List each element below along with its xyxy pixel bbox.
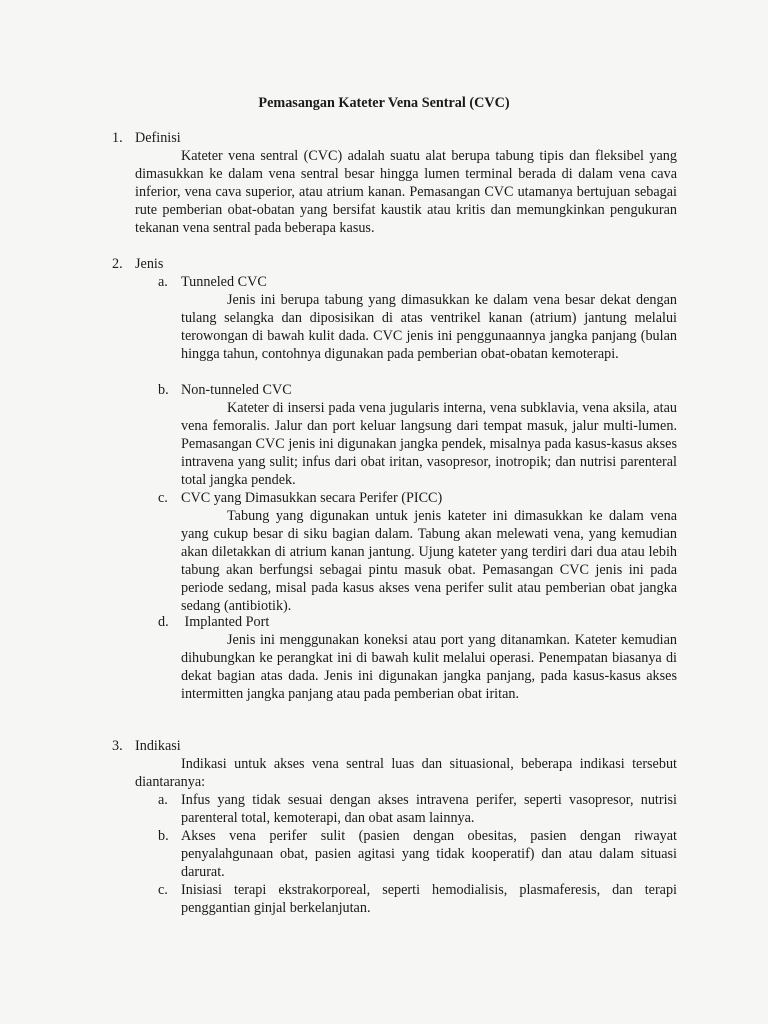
section-number: 3. [112, 738, 123, 754]
indikasi-item-text: Inisiasi terapi ekstrakorporeal, seperti hemodialisis, plasmaferesis, dan terapi penggantian ginjal berkelanjutan. [181, 882, 677, 916]
item-letter: b. [158, 828, 169, 844]
section-number: 2. [112, 256, 123, 272]
indikasi-item-text: Infus yang tidak sesuai dengan akses intravena perifer, seperti vasopresor, nutrisi parenteral total, kemoterapi, dan obat asam lainnya. [181, 792, 677, 826]
item-letter: d. [158, 614, 169, 630]
jenis-item-text: Jenis ini menggunakan koneksi atau port yang ditanamkan. Kateter kemudian dihubungkan ke perangkat ini di bawah kulit melalui operasi. Penempatan biasanya di dekat bagian atas dada. Jenis ini digunakan jangka panjang, pada kasus-kasus akses intermitten jangka panjang atau pada pemberian obat iritan. [181, 632, 677, 702]
definisi-paragraph: Kateter vena sentral (CVC) adalah suatu alat berupa tabung tipis dan fleksibel yang dimasukkan ke dalam vena sentral besar hingga lumen terminal berada di dalam vena cava inferior, vena cava superior, atau atrium kanan. Pemasangan CVC utamanya bertujuan sebagai rute pemberian obat-obatan yang bersifat kaustik atau kritis dan memungkinkan pengukuran tekanan vena sentral pada beberapa kasus. [135, 148, 677, 236]
jenis-item-label: CVC yang Dimasukkan secara Perifer (PICC) [181, 490, 443, 506]
jenis-item-label: Tunneled CVC [181, 274, 267, 290]
item-letter: a. [158, 274, 168, 290]
indikasi-item-text: Akses vena perifer sulit (pasien dengan obesitas, pasien dengan riwayat penyalahgunaan obat, pasien agitasi yang tidak kooperatif) dan atau dalam situasi darurat. [181, 828, 677, 880]
section-number: 1. [112, 130, 123, 146]
item-letter: a. [158, 792, 168, 808]
jenis-item-label: Non-tunneled CVC [181, 382, 292, 398]
section-heading-jenis: Jenis [135, 256, 164, 272]
section-heading-definisi: Definisi [135, 130, 181, 146]
item-letter: b. [158, 382, 169, 398]
jenis-item-text: Tabung yang digunakan untuk jenis kateter ini dimasukkan ke dalam vena yang cukup besar di siku bagian dalam. Tabung akan melewati vena, yang kemudian akan diletakkan di atrium kanan jantung. Ujung kateter yang terdiri dari dua atau lebih tabung akan berfungsi sebagai pintu masuk obat. Pemasangan CVC jenis ini pada periode sedang, misal pada kasus akses vena perifer sulit atau pemberian obat jangka sedang (antibiotik). [181, 508, 677, 614]
section-heading-indikasi: Indikasi [135, 738, 181, 754]
jenis-item-text: Jenis ini berupa tabung yang dimasukkan ke dalam vena besar dekat dengan tulang selangka dan diposisikan di atas ventrikel kanan (atrium) jantung melalui terowongan di bawah kulit dada. CVC jenis ini penggunaannya jangka panjang (bulan hingga tahun, contohnya digunakan pada pemberian obat-obatan kemoterapi. [181, 292, 677, 362]
jenis-item-label: Implanted Port [181, 614, 270, 630]
jenis-item-text: Kateter di insersi pada vena jugularis interna, vena subklavia, vena aksila, atau vena femoralis. Jalur dan port keluar langsung dari tempat masuk, jalur multi-lumen. Pemasangan CVC jenis ini digunakan jangka pendek, misalnya pada kasus-kasus akses intravena yang sulit; infus dari obat iritan, vasopresor, inotropik; dan nutrisi parenteral total jangka pendek. [181, 400, 677, 488]
item-letter: c. [158, 490, 168, 506]
indikasi-paragraph: Indikasi untuk akses vena sentral luas dan situasional, beberapa indikasi tersebut diantaranya: [135, 756, 677, 790]
item-letter: c. [158, 882, 168, 898]
document-title: Pemasangan Kateter Vena Sentral (CVC) [258, 95, 510, 111]
